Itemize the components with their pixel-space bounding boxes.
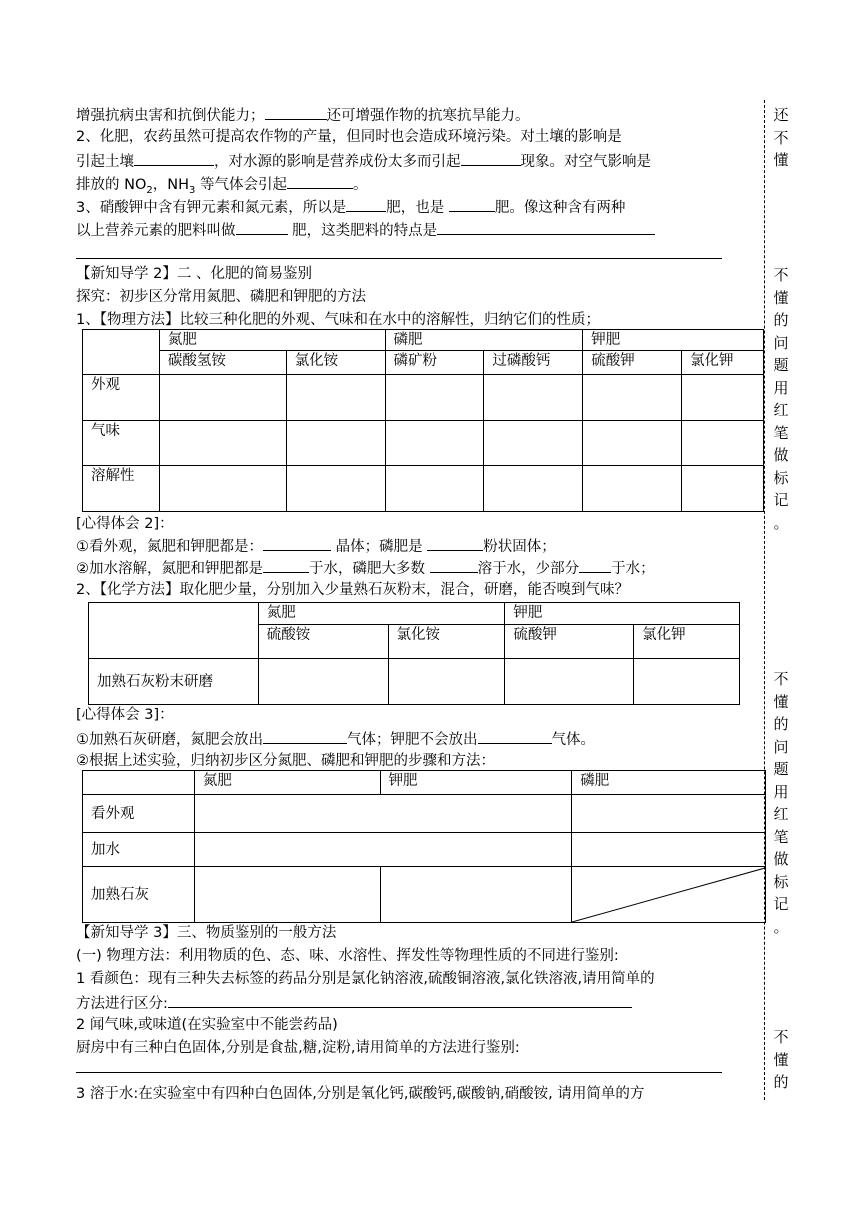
table-corner [83,771,195,795]
table-header: 磷肥 [572,771,766,795]
table-subheader: 氯化铵 [388,625,505,659]
text-line: 2、【化学方法】取化肥少量，分别加入少量熟石灰粉末，混合，研磨，能否嗅到气味？ [76,582,629,598]
margin-note: 不 懂 的 [773,1028,789,1091]
text-line: 厨房中有三种白色固体,分别是食盐,糖,淀粉,请用简单的方法进行鉴别: [76,1040,520,1056]
fill-blank[interactable] [427,535,483,551]
answer-cell[interactable] [583,375,682,421]
table-corner [89,603,259,659]
text-line: 排放的 $NO_2$，$NH_3$ 等气体会引起 。 [76,173,367,193]
fill-blank[interactable] [265,104,327,120]
answer-cell[interactable] [258,659,388,705]
text-line: (一) 物理方法：利用物质的色、态、味、水溶性、挥发性等物理性质的不同进行鉴别: [76,948,619,964]
answer-cell[interactable] [159,375,286,421]
answer-cell[interactable] [194,795,571,833]
answer-cell[interactable] [286,421,385,466]
answer-cell[interactable] [194,833,571,867]
text-line: 2、化肥，农药虽然可提高农作物的产量，但同时也会造成环境污染。对土壤的影响是 [76,129,622,145]
answer-cell[interactable] [388,659,505,705]
table-header: 钾肥 [380,771,572,795]
answer-line[interactable] [76,258,722,259]
fill-blank[interactable] [579,557,611,573]
fill-blank[interactable] [430,557,478,573]
answer-cell[interactable] [682,466,764,512]
section-title: 【新知导学 3】三、物质鉴别的一般方法 [76,925,337,941]
answer-cell[interactable] [385,466,484,512]
text-line: 3、硝酸钾中含有钾元素和氮元素，所以是 肥，也是 肥。像这种含有两种 [76,196,625,216]
fertilizer-physical-table [82,329,764,512]
subheading: [心得体会 2]： [76,516,174,532]
table-header: 氮肥 [194,771,380,795]
table-header: 钾肥 [505,603,740,625]
fill-blank[interactable] [478,728,552,744]
answer-cell[interactable] [484,421,583,466]
row-label: 加熟石灰粉末研磨 [89,659,259,705]
table-subheader: 氯化钾 [634,625,740,659]
row-label: 气味 [83,421,160,466]
text-line: ②根据上述实验，归纳初步区分氮肥、磷肥和钾肥的步骤和方法： [76,753,495,769]
fill-blank[interactable] [449,196,495,212]
text-line: 2 闻气味,或味道(在实验室中不能尝药品) [76,1017,338,1033]
text-line: 探究：初步区分常用氮肥、磷肥和钾肥的方法 [76,289,366,305]
fill-blank[interactable] [168,992,632,1008]
table-header: 磷肥 [385,330,583,351]
answer-cell[interactable] [385,421,484,466]
text-line: 方法进行区分: [76,992,632,1012]
subheading: [心得体会 3]： [76,707,174,723]
fill-blank[interactable] [437,219,655,235]
answer-cell[interactable] [159,421,286,466]
text-line: 引起土壤 ，对水源的影响是营养成份太多而引起 现象。对空气影响是 [76,150,651,170]
table-subheader: 过磷酸钙 [484,351,583,375]
text-line: 增强抗病虫害和抗倒伏能力； 还可增强作物的抗寒抗旱能力。 [76,104,530,124]
fill-blank[interactable] [263,535,331,551]
text-line: 3 溶于水:在实验室中有四种白色固体,分别是氧化钙,碳酸钙,碳酸钠,硝酸铵, 请用简单的方 [76,1086,645,1102]
crossed-out-cell [572,867,766,923]
fill-blank[interactable] [263,728,347,744]
diagonal-slash [572,867,766,923]
answer-cell[interactable] [634,659,740,705]
fill-blank[interactable] [263,557,309,573]
table-header: 氮肥 [159,330,385,351]
answer-cell[interactable] [484,466,583,512]
answer-cell[interactable] [380,867,572,923]
answer-cell[interactable] [583,466,682,512]
fill-blank[interactable] [346,196,386,212]
fertilizer-steps-table [82,770,766,923]
answer-cell[interactable] [484,375,583,421]
answer-cell[interactable] [385,375,484,421]
table-subheader: 氯化铵 [286,351,385,375]
answer-cell[interactable] [286,466,385,512]
answer-cell[interactable] [286,375,385,421]
answer-cell[interactable] [583,421,682,466]
margin-divider [764,100,765,1100]
answer-line[interactable] [76,1072,722,1073]
answer-cell[interactable] [572,833,766,867]
margin-note: 不 懂 的 问 题 用 红 笔 做 标 记 。 [773,670,789,936]
text-line: ①看外观，氮肥和钾肥都是： 晶体；磷肥是 粉状固体； [76,535,556,555]
fill-blank[interactable] [461,150,521,166]
text-line: ②加水溶解，氮肥和钾肥都是 于水，磷肥大多数 溶于水，少部分 于水； [76,557,655,577]
answer-cell[interactable] [159,466,286,512]
margin-note: 还 不 懂 [773,106,789,169]
table-subheader: 碳酸氢铵 [159,351,286,375]
row-label: 加水 [83,833,195,867]
row-label: 加熟石灰 [83,867,195,923]
answer-cell[interactable] [194,867,380,923]
table-subheader: 磷矿粉 [385,351,484,375]
text-line: 1 看颜色：现有三种失去标签的药品分别是氯化钠溶液,硫酸铜溶液,氯化铁溶液,请用简单的 [76,971,655,987]
table-subheader: 硫酸钾 [583,351,682,375]
answer-cell[interactable] [682,375,764,421]
text-line: 以上营养元素的肥料叫做 肥，这类肥料的特点是 [76,219,655,239]
answer-cell[interactable] [572,795,766,833]
fill-blank[interactable] [134,150,214,166]
fertilizer-chemical-table [88,602,740,705]
margin-note: 不 懂 的 问 题 用 红 笔 做 标 记 。 [773,266,789,532]
table-header: 钾肥 [583,330,764,351]
text-line: 1、【物理方法】比较三种化肥的外观、气味和在水中的溶解性，归纳它们的性质； [76,312,600,328]
fill-blank[interactable] [287,173,353,189]
answer-cell[interactable] [505,659,634,705]
table-subheader: 硫酸钾 [505,625,634,659]
table-corner [83,330,160,375]
section-title: 【新知导学 2】二 、化肥的简易鉴别 [76,266,312,282]
row-label: 外观 [83,375,160,421]
row-label: 溶解性 [83,466,160,512]
table-header: 氮肥 [258,603,505,625]
row-label: 看外观 [83,795,195,833]
table-subheader: 硫酸铵 [258,625,388,659]
table-subheader: 氯化钾 [682,351,764,375]
text-line: ①加熟石灰研磨，氮肥会放出 气体；钾肥不会放出 气体。 [76,728,595,748]
answer-cell[interactable] [682,421,764,466]
fill-blank[interactable] [236,219,288,235]
